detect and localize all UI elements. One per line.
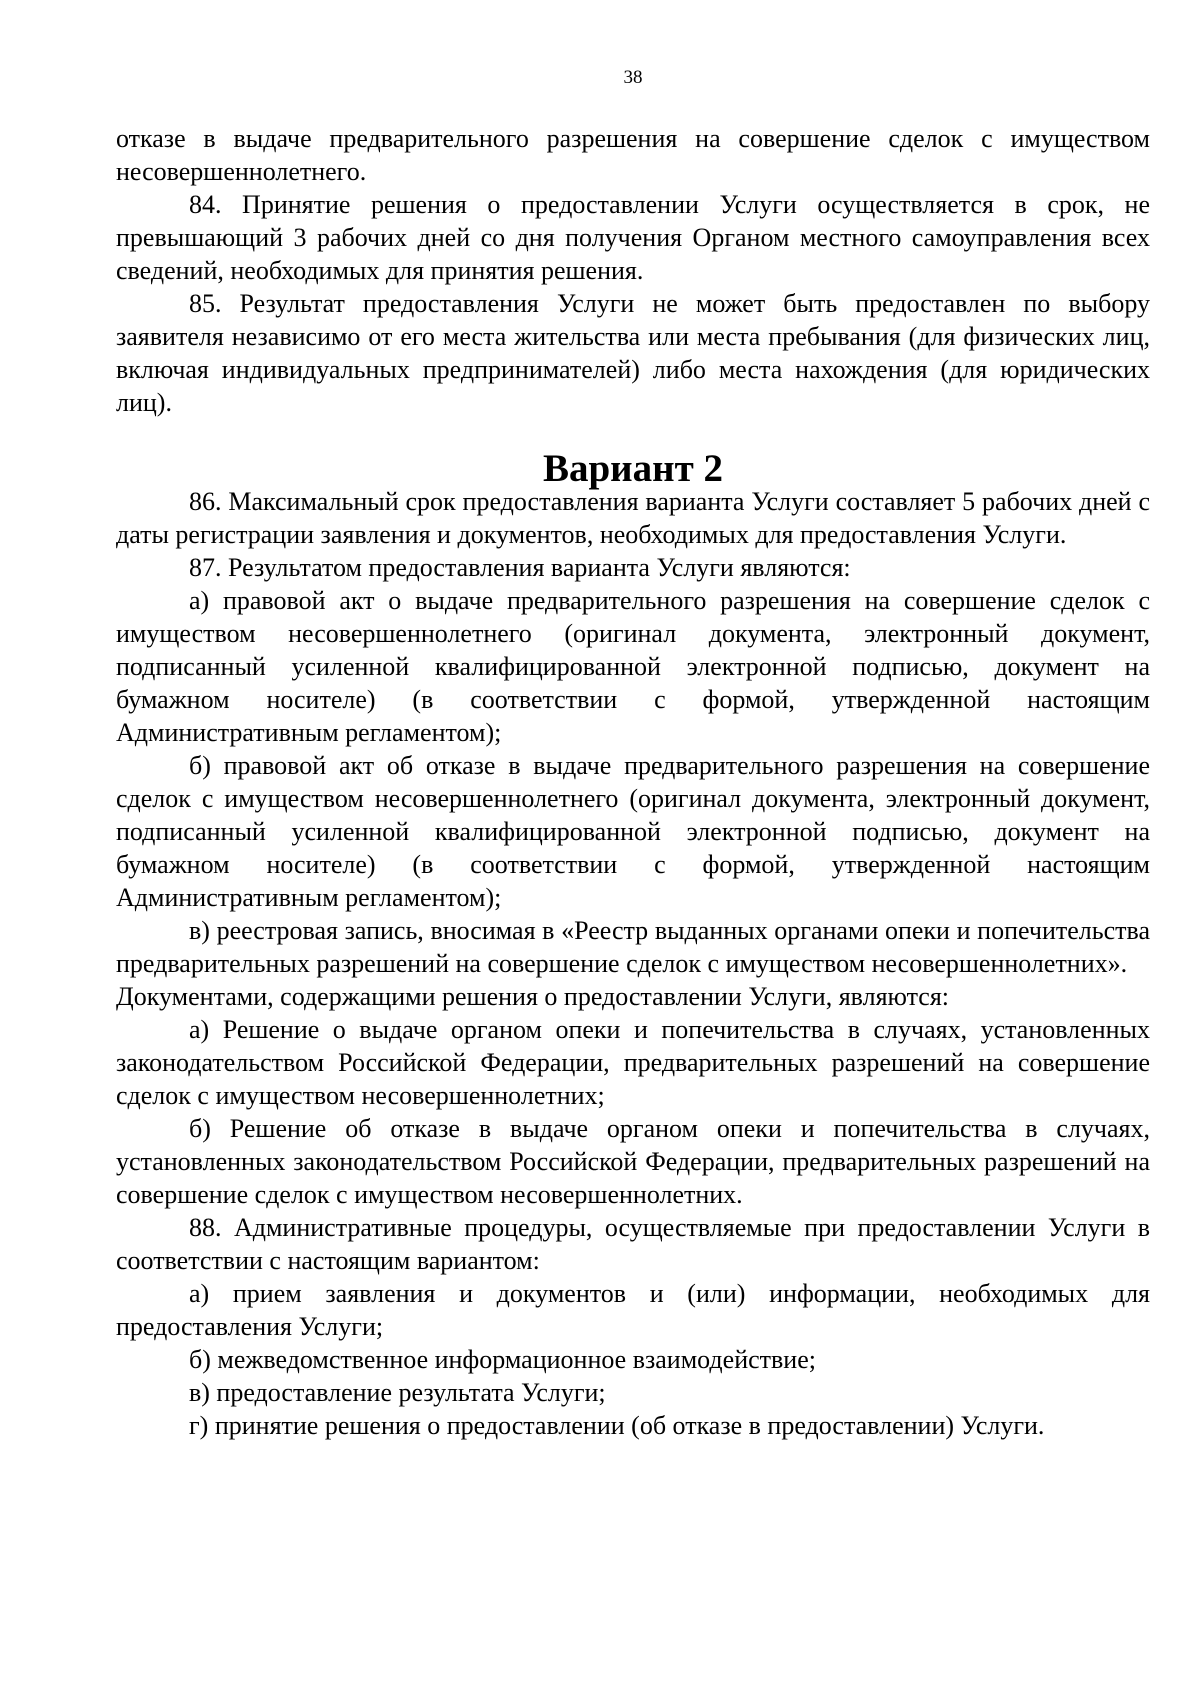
page-number: 38 bbox=[623, 67, 643, 88]
paragraph-88-v: в) предоставление результата Услуги; bbox=[189, 1378, 606, 1407]
paragraph-documents: Документами, содержащими решения о предоставлении Услуги, являются: bbox=[116, 982, 950, 1011]
section-before bbox=[116, 122, 1150, 419]
paragraph-documents-a: а) Решение о выдаче органом опеки и попечительства в случаях, установленных законодательством Российской Федерации, предварительных разрешений на совершение сделок с имуществом несовершеннолетних; bbox=[116, 1015, 1150, 1110]
paragraph-87-v: в) реестровая запись, вносимая в «Реестр выданных органами опеки и попечительства предварительных разрешений на совершение сделок с имуществом несовершеннолетних». bbox=[116, 916, 1150, 978]
paragraph-86: 86. Максимальный срок предоставления варианта Услуги составляет 5 рабочих дней с даты регистрации заявления и документов, необходимых для предоставления Услуги. bbox=[116, 487, 1150, 549]
paragraph-88-b: б) межведомственное информационное взаимодействие; bbox=[189, 1345, 816, 1374]
document-page bbox=[116, 66, 1150, 1442]
paragraph-87-a: а) правовой акт о выдаче предварительного разрешения на совершение сделок с имуществом несовершеннолетнего (оригинал документа, электронный документ, подписанный усиленной квалифицированной электронной подписью, документ на бумажном носителе) (в соответствии с формой, утвержденной настоящим Административным регламентом); bbox=[116, 586, 1150, 747]
section-variant-2 bbox=[116, 485, 1150, 1442]
paragraph-84: 84. Принятие решения о предоставлении Услуги осуществляется в срок, не превышающий 3 рабочих дней со дня получения Органом местного самоуправления всех сведений, необходимых для принятия решения. bbox=[116, 190, 1150, 285]
paragraph-88: 88. Административные процедуры, осуществляемые при предоставлении Услуги в соответствии с настоящим вариантом: bbox=[116, 1213, 1150, 1275]
paragraph-88-g: г) принятие решения о предоставлении (об отказе в предоставлении) Услуги. bbox=[189, 1411, 1045, 1440]
paragraph-87-b: б) правовой акт об отказе в выдаче предварительного разрешения на совершение сделок с имуществом несовершеннолетнего (оригинал документа, электронный документ, подписанный усиленной квалифицированной электронной подписью, документ на бумажном носителе) (в соответствии с формой, утвержденной настоящим Административным регламентом); bbox=[116, 751, 1150, 912]
section-heading: Вариант 2 bbox=[542, 447, 724, 490]
paragraph-continuation: отказе в выдаче предварительного разрешения на совершение сделок с имуществом несовершеннолетнего. bbox=[116, 124, 1150, 186]
paragraph-88-a: а) прием заявления и документов и (или) информации, необходимых для предоставления Услуги; bbox=[116, 1279, 1150, 1341]
paragraph-87: 87. Результатом предоставления варианта Услуги являются: bbox=[189, 553, 851, 582]
paragraph-documents-b: б) Решение об отказе в выдаче органом опеки и попечительства в случаях, установленных законодательством Российской Федерации, предварительных разрешений на совершение сделок с имуществом несовершеннолетних. bbox=[116, 1114, 1150, 1209]
paragraph-85: 85. Результат предоставления Услуги не может быть предоставлен по выбору заявителя независимо от его места жительства или места пребывания (для физических лиц, включая индивидуальных предпринимателей) либо места нахождения (для юридических лиц). bbox=[116, 289, 1150, 417]
